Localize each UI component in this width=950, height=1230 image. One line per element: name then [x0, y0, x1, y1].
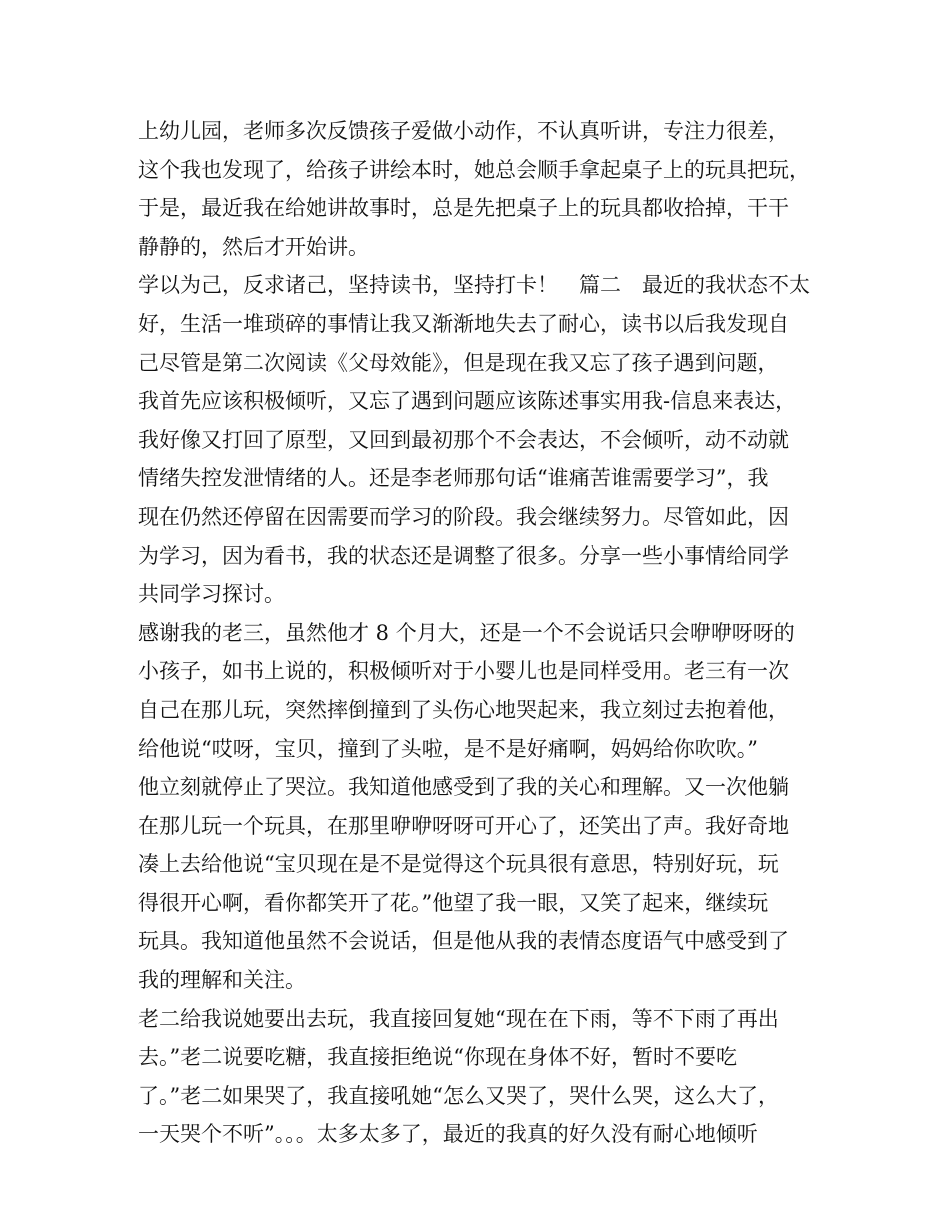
text-line: 去。”老二说要吃糖，我直接拒绝说“你现在身体不好，暂时不要吃 — [138, 1045, 737, 1070]
body-text — [138, 112, 828, 1154]
text-line: 上幼儿园，老师多次反馈孩子爱做小动作，不认真听讲，专注力很差， — [138, 119, 789, 143]
text-line: 静静的，然后才开始讲。 — [138, 234, 369, 259]
text-line: 一天哭个不听”。。。太多太多了，最近的我真的好久没有耐心地倾听 — [138, 1122, 758, 1147]
text-line: 好，生活一堆琐碎的事情让我又渐渐地失去了耐心，读书以后我发现自 — [138, 311, 789, 336]
text-line: 感谢我的老三，虽然他才 8 个月大，还是一个不会说话只会咿咿呀呀的 — [138, 620, 795, 645]
text-line: 得很开心啊，看你都笑开了花。”他望了我一眼，又笑了起来，继续玩 — [138, 890, 769, 915]
text-line: 了。”老二如果哭了，我直接吼她“怎么又哭了，哭什么哭，这么大了， — [138, 1083, 779, 1108]
text-line: 情绪失控发泄情绪的人。还是李老师那句话“谁痛苦谁需要学习”，我 — [138, 466, 769, 491]
text-line: 为学习，因为看书，我的状态还是调整了很多。分享一些小事情给同学 — [138, 543, 789, 568]
text-line: 小孩子，如书上说的，积极倾听对于小婴儿也是同样受用。老三有一次 — [138, 659, 789, 684]
text-line: 现在仍然还停留在因需要而学习的阶段。我会继续努力。尽管如此，因 — [138, 504, 789, 529]
text-line: 玩具。我知道他虽然不会说话，但是他从我的表情态度语气中感受到了 — [138, 929, 789, 954]
text-line: 给他说“哎呀，宝贝，撞到了头啦，是不是好痛啊，妈妈给你吹吹。” — [138, 736, 758, 761]
text-line: 这个我也发现了，给孩子讲绘本时，她总会顺手拿起桌子上的玩具把玩， — [138, 157, 810, 182]
text-line: 我好像又打回了原型，又回到最初那个不会表达，不会倾听，动不动就 — [138, 427, 789, 452]
text-line: 于是，最近我在给她讲故事时，总是先把桌子上的玩具都收拾掉，干干 — [138, 196, 789, 221]
text-line: 我的理解和关注。 — [138, 968, 306, 993]
text-line: 自己在那儿玩，突然摔倒撞到了头伤心地哭起来，我立刻过去抱着他， — [138, 697, 789, 722]
text-line: 己尽管是第二次阅读《父母效能》，但是现在我又忘了孩子遇到问题， — [138, 350, 779, 375]
text-line: 共同学习探讨。 — [138, 582, 285, 607]
text-line: 他立刻就停止了哭泣。我知道他感受到了我的关心和理解。又一次他躺 — [138, 775, 789, 800]
text-line: 我首先应该积极倾听，又忘了遇到问题应该陈述事实用我-信息来表达， — [138, 389, 797, 414]
text-line: 学以为己，反求诸己，坚持读书，坚持打卡！ 篇二 最近的我状态不太 — [138, 273, 810, 298]
text-line: 老二给我说她要出去玩，我直接回复她“现在在下雨，等不下雨了再出 — [138, 1006, 779, 1031]
text-line: 在那儿玩一个玩具，在那里咿咿呀呀可开心了，还笑出了声。我好奇地 — [138, 813, 789, 838]
text-line: 凑上去给他说“宝贝现在是不是觉得这个玩具很有意思，特别好玩，玩 — [138, 852, 779, 877]
